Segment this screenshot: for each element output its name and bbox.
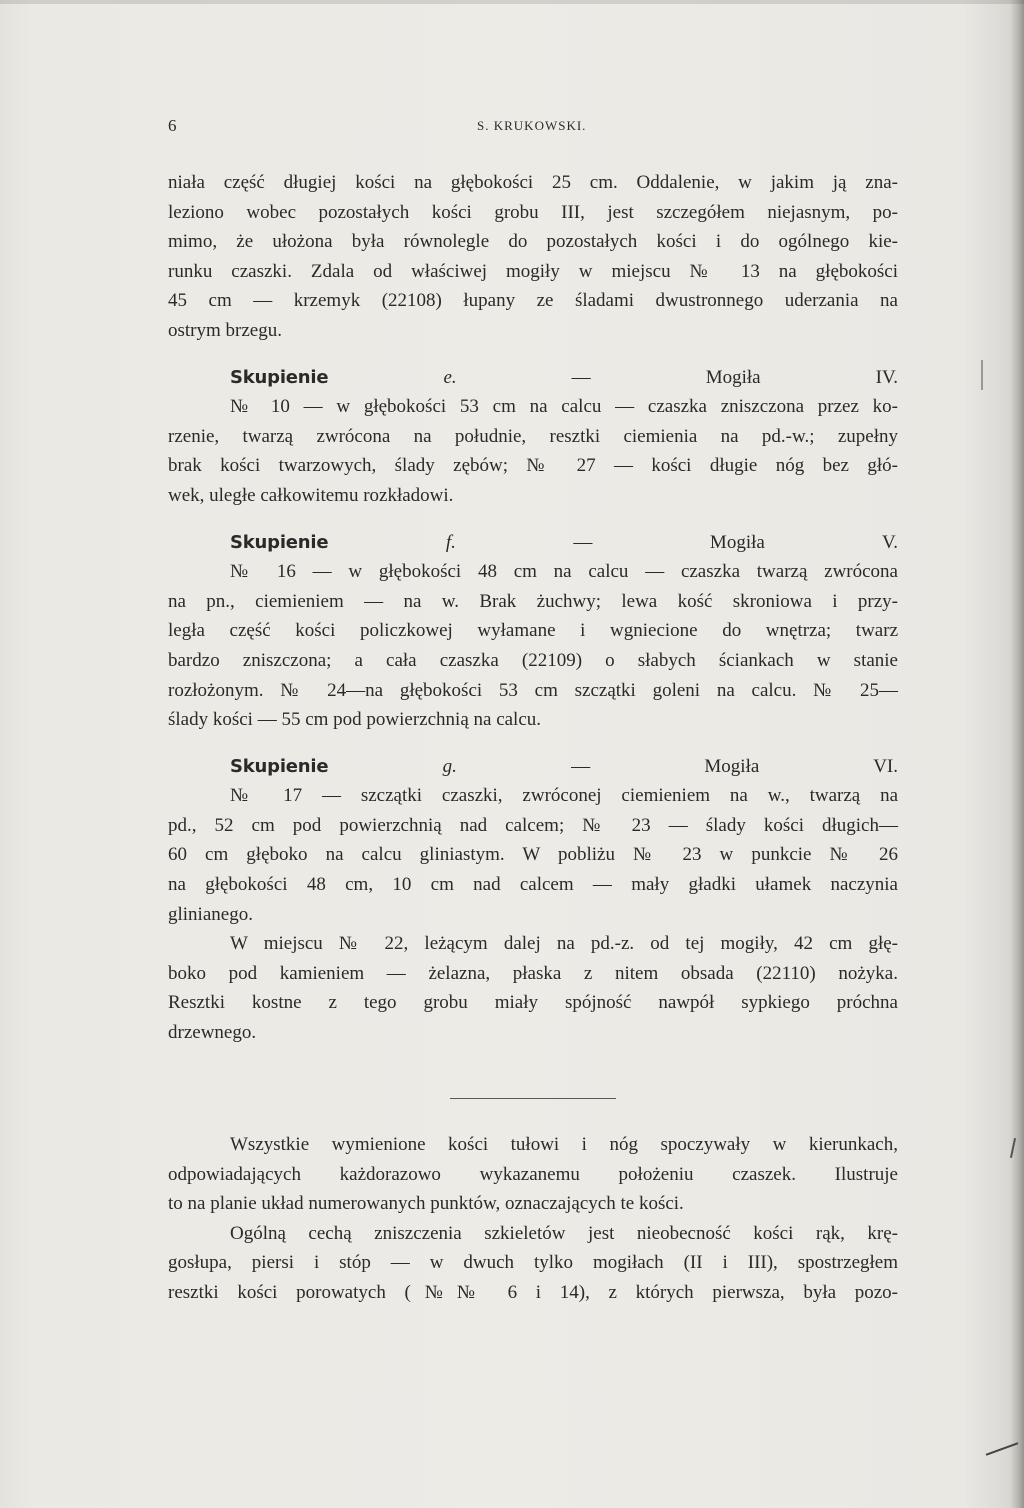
text-line: leziono wobec pozostałych kości grobu III, jest szczegółem niejasnym, po- xyxy=(168,201,898,223)
heading-label: Skupienie xyxy=(230,366,329,388)
text-line: niała część długiej kości na głębokości 25 cm. Oddalenie, w jakim ją zna- xyxy=(168,172,898,193)
text-line: rzenie, twarzą zwrócona na południe, resztki ciemienia na pd.-w.; zupełny xyxy=(168,425,898,447)
heading-title: — Mogiła V. xyxy=(455,531,898,553)
section-heading-g xyxy=(168,752,898,782)
text-line: gosłupa, piersi i stóp — w dwuch tylko mogiłach (II i III), spostrzegłem xyxy=(168,1252,898,1274)
text-line: № 16 — w głębokości 48 cm na calcu — czaszka twarzą zwrócona xyxy=(230,561,898,583)
text-line: № 17 — szczątki czaszki, zwróconej ciemieniem na w., twarzą na xyxy=(230,785,898,807)
heading-label: Skupienie xyxy=(230,531,329,553)
text-line: mimo, że ułożona była równolegle do pozostałych kości i do ogólnego kie- xyxy=(168,231,898,253)
text-line: bardzo zniszczona; a cała czaszka (22109) o słabych ściankach w stanie xyxy=(168,649,898,671)
text-line: ślady kości — 55 cm pod powierzchnią na calcu. xyxy=(168,709,542,731)
text-line: rozłożonym. № 24—na głębokości 53 cm szczątki goleni na calcu. № 25— xyxy=(168,679,898,701)
text-line: ostrym brzegu. xyxy=(168,319,282,341)
margin-mark xyxy=(981,360,983,390)
page-top-edge xyxy=(0,0,1024,4)
text-line: Resztki kostne z tego grobu miały spójność nawpół sypkiego próchna xyxy=(168,992,898,1014)
text-line: to na planie układ numerowanych punktów, oznaczających te kości. xyxy=(168,1193,684,1215)
text-line: odpowiadających każdorazowo wykazanemu położeniu czaszek. Ilustruje xyxy=(168,1163,898,1185)
text-line: brak kości twarzowych, ślady zębów; № 27 — kości długie nóg bez głó- xyxy=(168,455,898,477)
text-line: boko pod kamieniem — żelazna, płaska z nitem obsada (22110) nożyka. xyxy=(168,962,898,984)
text-line: 45 cm — krzemyk (22108) łupany ze śladami dwustronnego uderzania na xyxy=(168,290,898,312)
section-heading-e xyxy=(168,363,898,393)
text-line: pd., 52 cm pod powierzchnią nad calcem; № 23 — ślady kości długich— xyxy=(168,814,898,836)
page-binding-edge xyxy=(1010,0,1024,1508)
heading-label: Skupienie xyxy=(230,755,329,777)
page-number: 6 xyxy=(168,116,177,135)
heading-letter: f. xyxy=(445,531,456,553)
text-line: legła część kości policzkowej wyłamane i wgniecione do wnętrza; twarz xyxy=(168,620,898,642)
text-line: Ogólną cechą zniszczenia szkieletów jest nieobecność kości rąk, krę- xyxy=(230,1222,898,1244)
text-line: wek, uległe całkowitemu rozkładowi. xyxy=(168,484,454,506)
heading-title: — Mogiła VI. xyxy=(456,755,898,777)
text-line: na pn., ciemieniem — na w. Brak żuchwy; lewa kość skroniowa i przy- xyxy=(168,590,898,612)
text-line: runku czaszki. Zdala od właściwej mogiły w miejscu № 13 na głębokości xyxy=(168,260,898,282)
body-text xyxy=(168,168,898,1048)
heading-letter: g. xyxy=(442,755,457,777)
heading-letter: e. xyxy=(443,366,457,388)
text-line: W miejscu № 22, leżącym dalej na pd.-z. od tej mogiły, 42 cm głę- xyxy=(230,933,898,955)
text-line: № 10 — w głębokości 53 cm na calcu — czaszka zniszczona przez ko- xyxy=(230,396,898,418)
running-head: S. KRUKOWSKI. xyxy=(477,118,587,133)
page-header xyxy=(168,116,908,138)
closing-text xyxy=(168,1130,898,1308)
text-line: 60 cm głęboko na calcu gliniastym. W pobliżu № 23 w punkcie № 26 xyxy=(168,844,898,866)
section-divider xyxy=(450,1098,616,1099)
heading-title: — Mogiła IV. xyxy=(456,366,899,388)
text-line: drzewnego. xyxy=(168,1022,257,1044)
text-line: resztki kości porowatych (№№ 6 i 14), z których pierwsza, była pozo- xyxy=(168,1281,898,1303)
text-line: glinianego. xyxy=(168,903,253,925)
text-line: Wszystkie wymienione kości tułowi i nóg spoczywały w kierunkach, xyxy=(230,1134,898,1155)
text-line: na głębokości 48 cm, 10 cm nad calcem — mały gładki ułamek naczynia xyxy=(168,874,898,896)
section-heading-f xyxy=(168,528,898,558)
